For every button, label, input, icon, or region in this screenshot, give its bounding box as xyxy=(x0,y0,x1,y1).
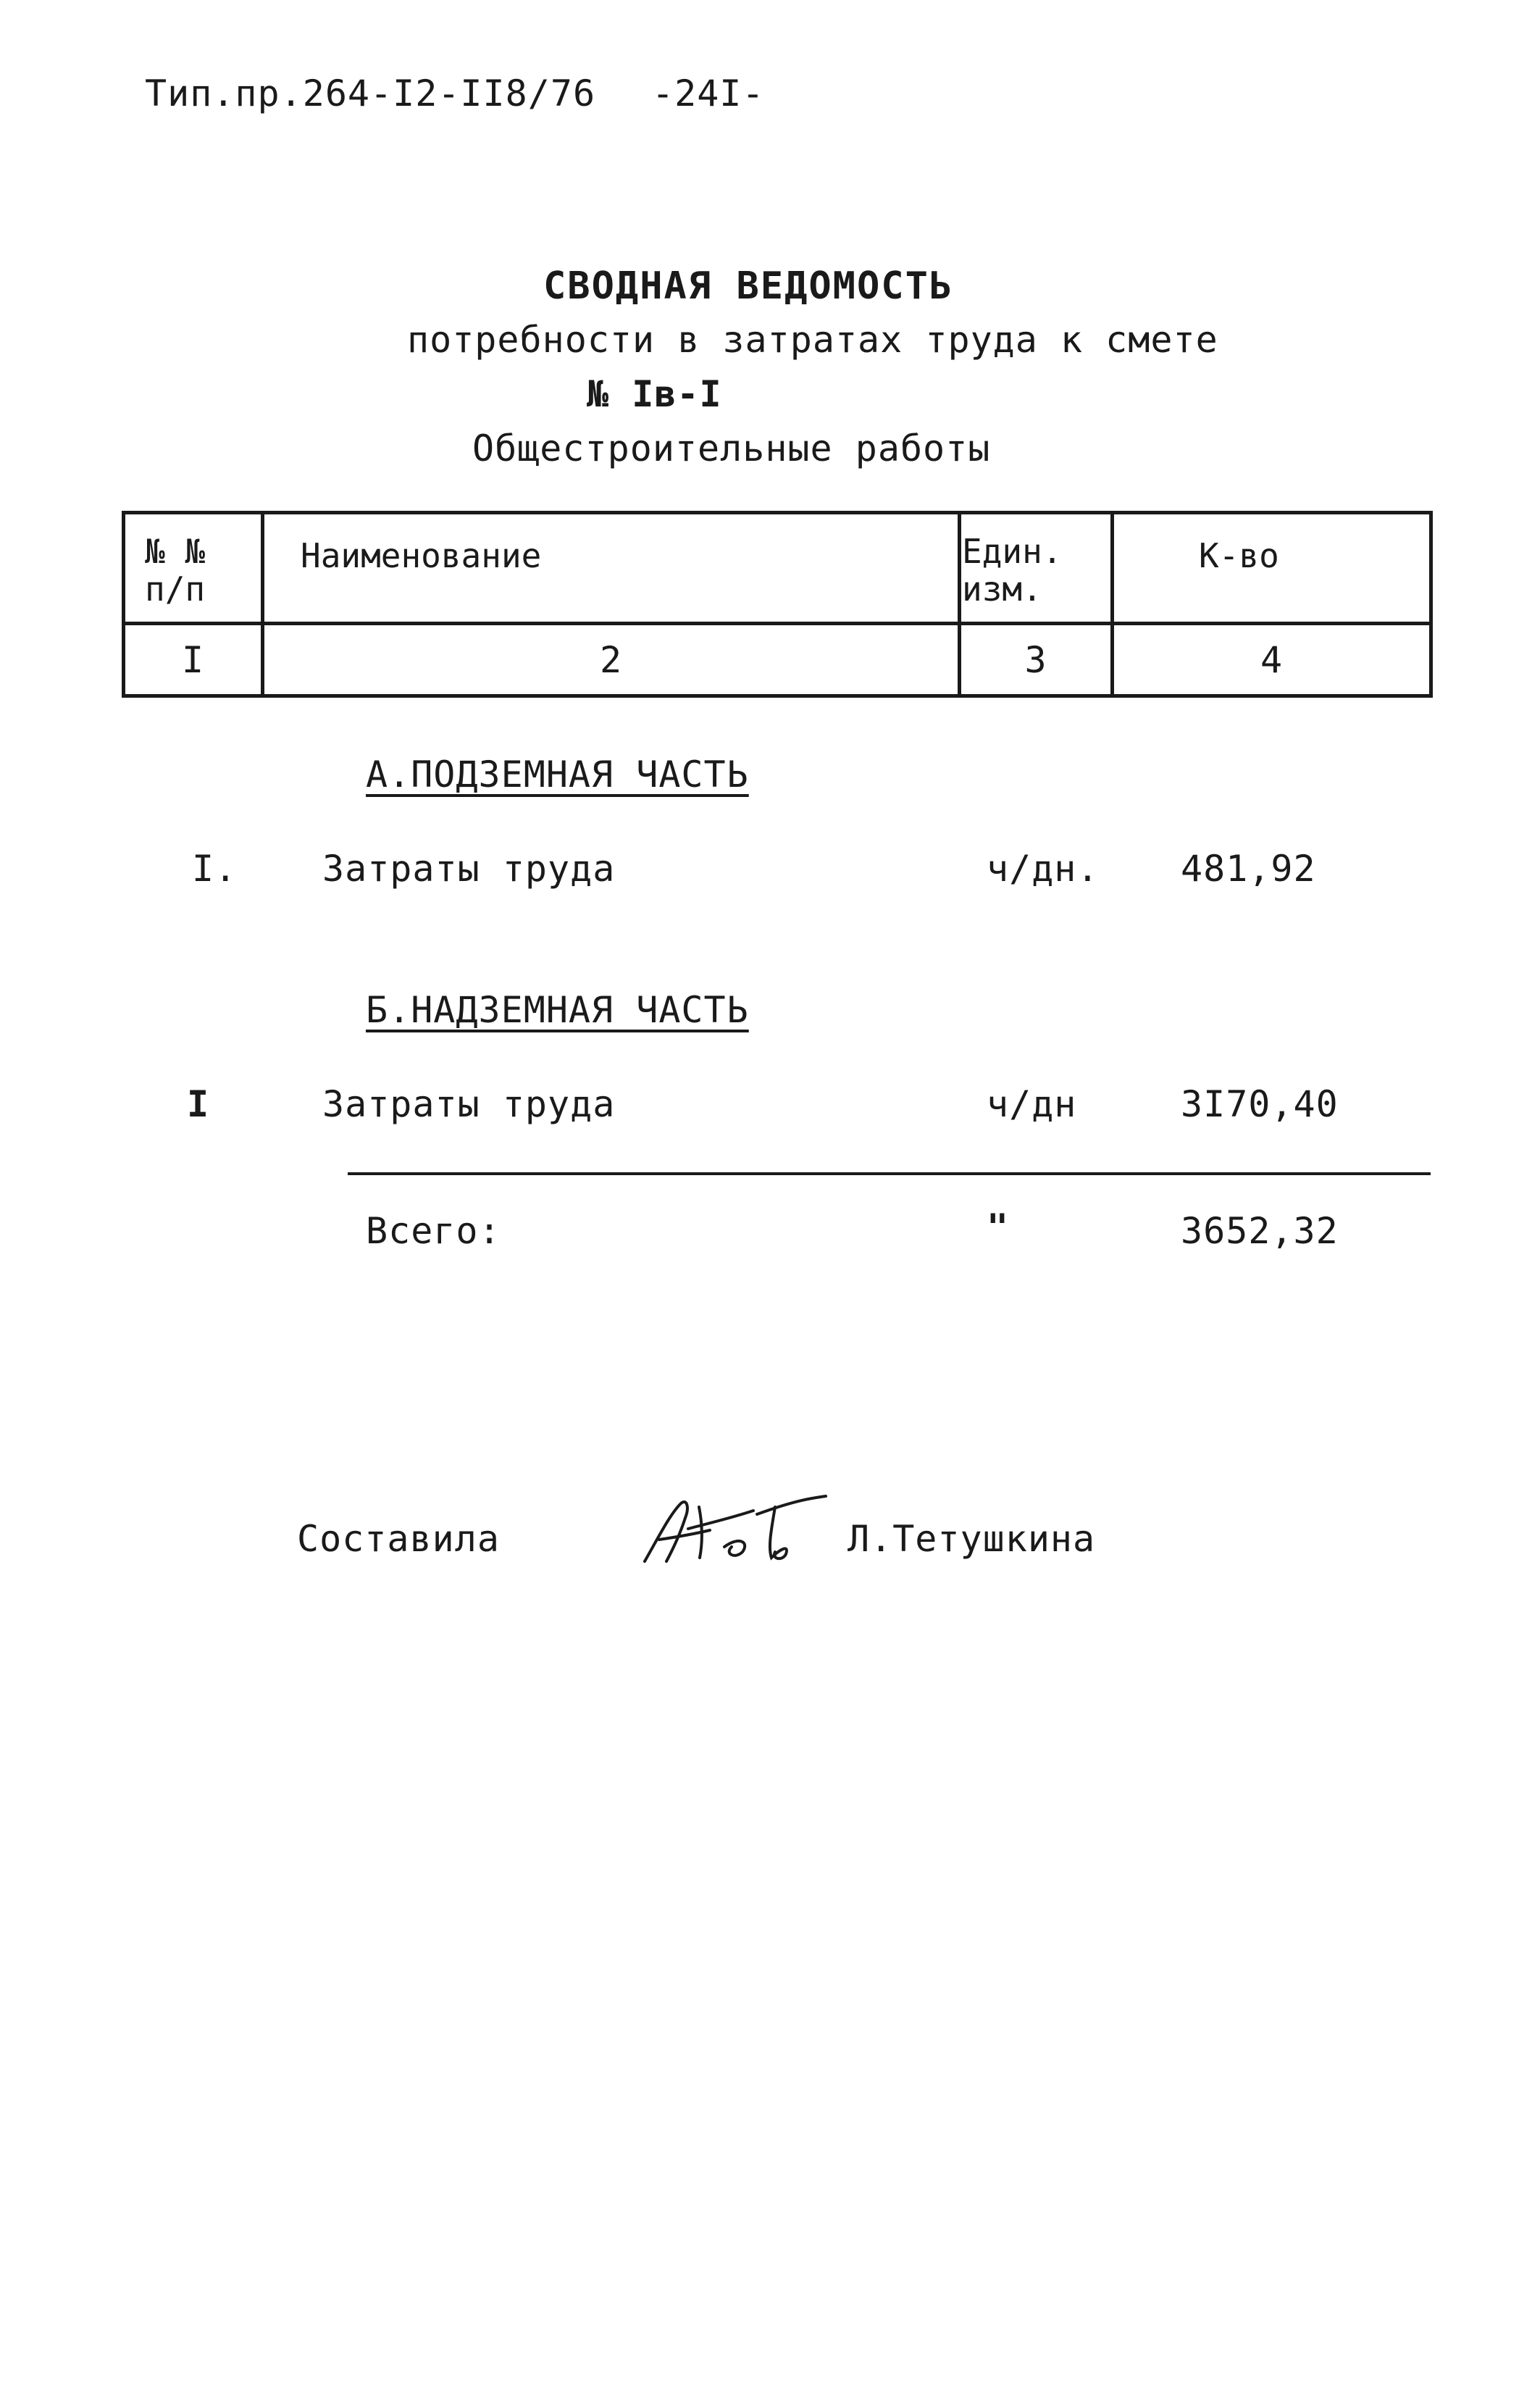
row-number: I xyxy=(187,1083,210,1125)
document-subtitle: потребности в затратах труда к смете xyxy=(407,319,1218,361)
total-quantity: 3652,32 xyxy=(1181,1210,1339,1252)
row-number: I. xyxy=(192,848,238,890)
total-label: Всего: xyxy=(366,1210,501,1252)
row-name: Затраты труда xyxy=(322,848,616,890)
estimate-number: № Iв-I xyxy=(587,373,722,415)
col-qty-index: 4 xyxy=(1260,638,1284,681)
col-number-header: № № п/п xyxy=(145,532,206,609)
col-name-index: 2 xyxy=(599,638,623,681)
col-name-header: Наименование xyxy=(301,536,542,575)
document-title: СВОДНАЯ ВЕДОМОСТЬ xyxy=(543,264,954,308)
row-unit: ч/дн. xyxy=(987,848,1100,890)
row-quantity: 3I70,40 xyxy=(1181,1083,1339,1125)
works-category: Общестроительные работы xyxy=(472,427,991,469)
signature-label: Составила xyxy=(297,1518,500,1560)
section-heading-underground: А.ПОДЗЕМНАЯ ЧАСТЬ xyxy=(366,754,749,796)
handwritten-signature xyxy=(630,1485,833,1579)
signatory-name: Л.Тетушкина xyxy=(848,1518,1096,1560)
total-unit: " xyxy=(987,1206,1010,1248)
row-unit: ч/дн xyxy=(987,1083,1077,1125)
page-number: -24I- xyxy=(652,72,765,114)
row-name: Затраты труда xyxy=(322,1083,616,1125)
section-heading-aboveground: Б.НАДЗЕМНАЯ ЧАСТЬ xyxy=(366,989,749,1031)
row-quantity: 481,92 xyxy=(1181,848,1316,890)
document-reference: Тип.пр.264-I2-II8/76 xyxy=(145,72,596,114)
col-unit-header: Един. изм. xyxy=(962,532,1063,609)
col-unit-index: 3 xyxy=(1024,638,1047,681)
col-qty-header: К-во xyxy=(1199,536,1279,575)
col-number-index: I xyxy=(181,638,205,681)
total-divider xyxy=(348,1172,1431,1175)
